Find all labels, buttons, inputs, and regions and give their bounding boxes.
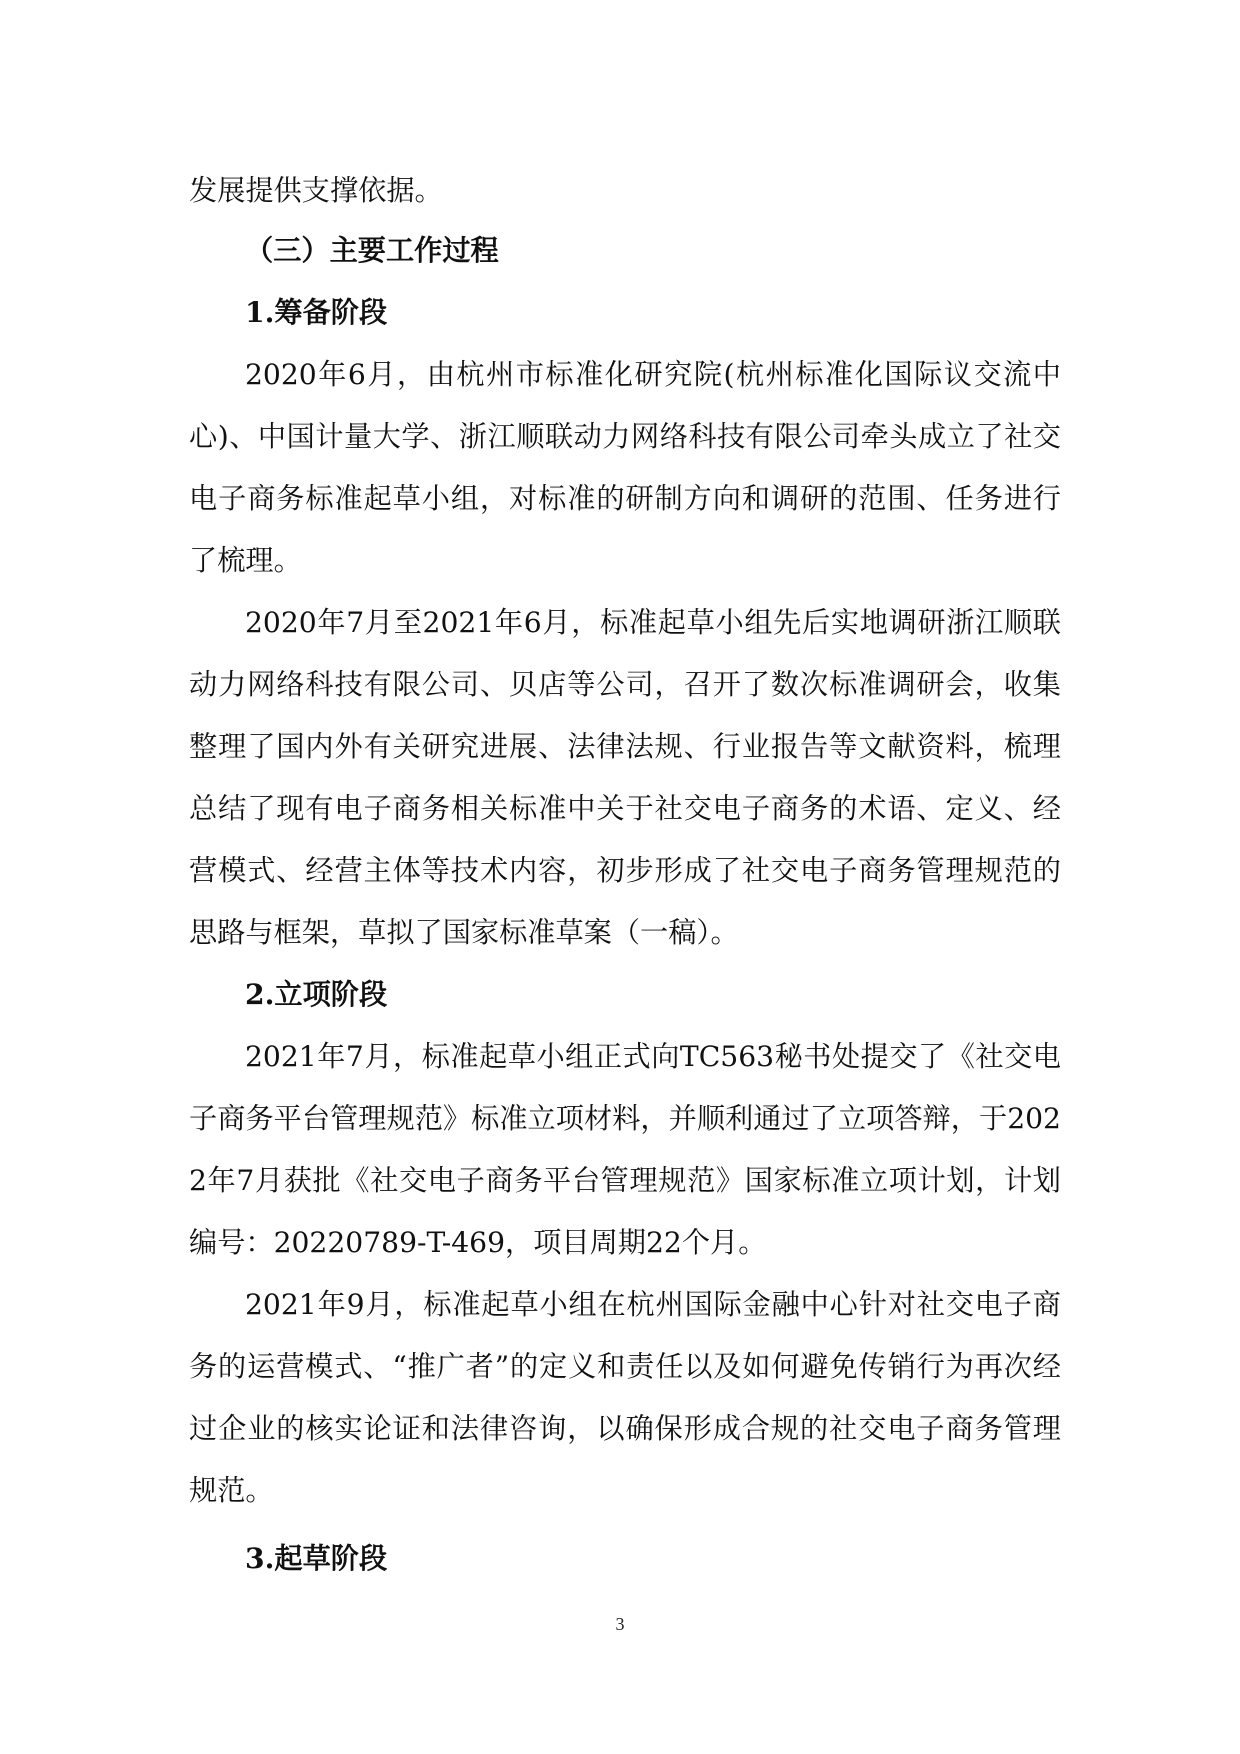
stage-heading-preparation: 1.筹备阶段	[245, 296, 388, 329]
paragraph-preparation-1: 2020年6月，由杭州市标准化研究院(杭州标准化国际议交流中心)、中国计量大学、浙江顺联动力网络科技有限公司牵头成立了社交电子商务标准起草小组，对标准的研制方向和调研的范围、任务进行了梳理。	[189, 358, 1061, 577]
stage-heading-approval: 2.立项阶段	[245, 978, 388, 1011]
section-heading: （三）主要工作过程	[245, 234, 499, 267]
paragraph-approval-2: 2021年9月，标准起草小组在杭州国际金融中心针对社交电子商务的运营模式、“推广者”的定义和责任以及如何避免传销行为再次经过企业的核实论证和法律咨询，以确保形成合规的社交电子商务管理规范。	[189, 1288, 1061, 1507]
continuation-paragraph: 发展提供支撑依据。	[189, 174, 443, 207]
paragraph-preparation-2: 2020年7月至2021年6月，标准起草小组先后实地调研浙江顺联动力网络科技有限公司、贝店等公司，召开了数次标准调研会，收集整理了国内外有关研究进展、法律法规、行业报告等文献资料，梳理总结了现有电子商务相关标准中关于社交电子商务的术语、定义、经营模式、经营主体等技术内容，初步形成了社交电子商务管理规范的思路与框架，草拟了国家标准草案（一稿）。	[189, 606, 1061, 949]
page-number: 3	[615, 1614, 625, 1634]
document-page	[189, 0, 1061, 1754]
stage-heading-drafting: 3.起草阶段	[245, 1542, 388, 1575]
paragraph-approval-1: 2021年7月，标准起草小组正式向TC563秘书处提交了《社交电子商务平台管理规范》标准立项材料，并顺利通过了立项答辩，于2022年7月获批《社交电子商务平台管理规范》国家标准立项计划，计划编号：20220789-T-469，项目周期22个月。	[189, 1040, 1061, 1259]
